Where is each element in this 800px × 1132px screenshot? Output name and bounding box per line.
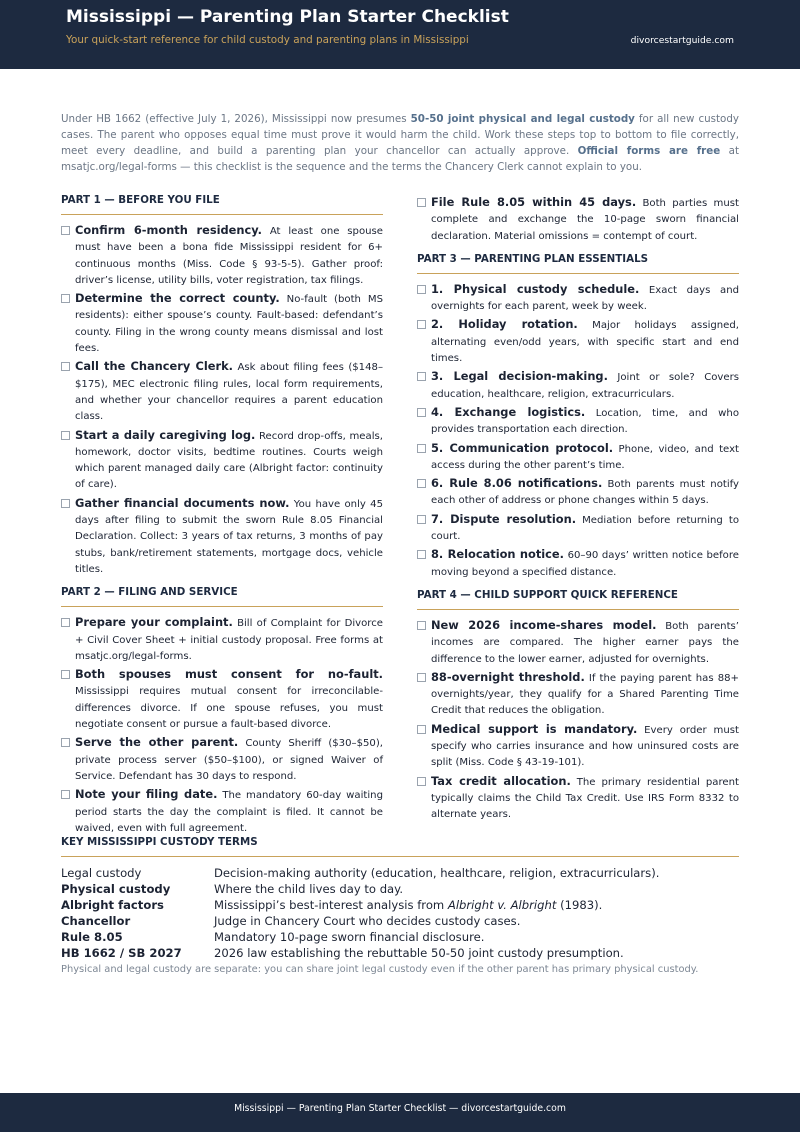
term-definition: Decision-making authority (education, healthcare, religion, extracurriculars). <box>214 866 660 880</box>
checklist-item <box>417 475 739 510</box>
checklist-item <box>61 358 383 425</box>
item-text: Mediation before returning to court. <box>431 514 739 543</box>
checkbox[interactable] <box>417 673 426 682</box>
checkbox[interactable] <box>61 294 70 303</box>
checklist-item <box>61 222 383 289</box>
page-footer <box>0 1093 800 1132</box>
custody-terms <box>61 836 739 978</box>
checkbox[interactable] <box>61 431 70 440</box>
term-row <box>61 913 739 929</box>
item-lead: Serve the other parent. <box>75 735 239 750</box>
item-lead: Call the Chancery Clerk. <box>75 359 234 374</box>
intro-text-1: Under HB 1662 (effective July 1, 2026), Mississippi now presumes <box>61 113 411 125</box>
intro-highlight-1: 50-50 joint physical and legal custody <box>410 113 635 125</box>
checklist-item <box>417 404 739 439</box>
checkbox[interactable] <box>417 444 426 453</box>
checkbox[interactable] <box>417 550 426 559</box>
item-text: Both parents must notify each other of address or phone changes within 5 days. <box>431 479 739 507</box>
item-lead: 3. Legal decision-making. <box>431 369 608 384</box>
item-text: Both parties must complete and exchange the 10-page sworn financial declaration. Material omissions = contempt of court. <box>431 198 739 242</box>
checkbox[interactable] <box>417 320 426 329</box>
checkbox[interactable] <box>61 362 70 371</box>
checkbox[interactable] <box>61 790 70 799</box>
right-column <box>417 194 739 825</box>
item-lead: Prepare your complaint. <box>75 615 233 630</box>
item-lead: Both spouses must consent for no-fault. <box>75 667 383 682</box>
checklist-item <box>417 669 739 720</box>
item-lead: Gather financial documents now. <box>75 495 290 510</box>
checkbox[interactable] <box>417 285 426 294</box>
checkbox[interactable] <box>417 408 426 417</box>
checkbox[interactable] <box>417 515 426 524</box>
term-row <box>61 897 739 913</box>
term-name: HB 1662 / SB 2027 <box>61 946 182 961</box>
item-lead: Medical support is mandatory. <box>431 721 638 736</box>
term-row <box>61 945 739 961</box>
checkbox[interactable] <box>61 738 70 747</box>
term-name: Rule 8.05 <box>61 930 123 945</box>
item-text: Joint or sole? Covers education, healthcare, religion, extracurriculars. <box>431 372 740 400</box>
part2-title: PART 2 — FILING AND SERVICE <box>61 586 383 607</box>
checklist-item <box>61 614 383 665</box>
item-text: Mississippi requires mutual consent for irreconcilable-differences divorce. If one spouse refuses, you must negotiate consent or pursue a fault-based divorce. <box>75 686 383 731</box>
term-definition: Where the child lives day to day. <box>214 882 404 897</box>
checkbox[interactable] <box>417 198 426 207</box>
checklist-item <box>417 511 739 546</box>
checklist-item <box>61 290 383 357</box>
checklist-item <box>417 316 739 367</box>
item-lead: New 2026 income-shares model. <box>431 617 657 632</box>
item-text: At least one spouse must have been a bona fide Mississippi resident for 6+ continuous months (Miss. Code § 93-5-5). Gather proof: driver’s license, utility bills, voter registration, tax filings. <box>75 226 383 286</box>
checkbox[interactable] <box>417 372 426 381</box>
item-text: Phone, video, and text access during the other parent’s time. <box>431 443 739 471</box>
page-title: Mississippi — Parenting Plan Starter Checklist <box>66 7 509 27</box>
checkbox[interactable] <box>61 670 70 679</box>
item-lead: 1. Physical custody schedule. <box>431 281 640 296</box>
part4-title: PART 4 — CHILD SUPPORT QUICK REFERENCE <box>417 589 739 610</box>
checklist-item <box>61 427 383 494</box>
checklist-item <box>417 617 739 668</box>
checklist-item <box>417 194 739 245</box>
footer-text: Mississippi — Parenting Plan Starter Checklist — divorcestartguide.com <box>234 1103 566 1114</box>
item-text: County Sheriff ($30–$50), private process server ($50–$100), or signed Waiver of Service. Defendant has 30 days to respond. <box>75 738 383 782</box>
checklist-item <box>61 495 383 578</box>
terms-note: Physical and legal custody are separate: you can share joint legal custody even if the other parent has primary physical custody. <box>61 963 699 975</box>
item-text: Every order must specify who carries insurance and how uninsured costs are split (Miss. Code § 43-19-101). <box>431 724 739 769</box>
checkbox[interactable] <box>417 777 426 786</box>
item-lead: 6. Rule 8.06 notifications. <box>431 476 603 491</box>
item-lead: 5. Communication protocol. <box>431 440 614 455</box>
intro-text-2: for all new custody cases. The parent who opposes equal time must prove it would harm the child. Work these steps top to bottom to file correctly, meet every deadline, and build a parenting plan your chancellor can actually approve. <box>61 113 739 157</box>
checkbox[interactable] <box>417 621 426 630</box>
term-name: Chancellor <box>61 914 131 929</box>
item-text: 60–90 days’ written notice before moving beyond a specified distance. <box>431 550 739 578</box>
item-text: Major holidays assigned, alternating even/odd years, with specific start and end times. <box>431 320 740 365</box>
item-text: Both parents’ incomes are compared. The higher earner pays the difference to the lower earner, adjusted for overnights. <box>431 620 739 665</box>
site-name: divorcestartguide.com <box>630 35 734 46</box>
term-name: Legal custody <box>61 866 142 880</box>
checkbox[interactable] <box>61 618 70 627</box>
checklist-item <box>417 773 739 824</box>
term-definition: Mississippi’s best-interest analysis from Albright v. Albright (1983). <box>214 898 603 913</box>
item-lead: 8. Relocation notice. <box>431 547 564 562</box>
term-row <box>61 929 739 945</box>
item-text: If the paying parent has 88+ overnights/year, they qualify for a Shared Parenting Time Credit that reduces the obligation. <box>431 672 740 717</box>
term-definition: Mandatory 10-page sworn financial disclosure. <box>214 930 485 945</box>
checkbox[interactable] <box>61 499 70 508</box>
checklist-item <box>417 546 739 581</box>
checklist-item <box>61 786 383 837</box>
page-header <box>0 0 800 69</box>
term-name: Albright factors <box>61 898 164 913</box>
term-row <box>61 865 739 881</box>
terms-title: KEY MISSISSIPPI CUSTODY TERMS <box>61 836 739 857</box>
checklist-item <box>417 440 739 475</box>
checklist-item <box>417 281 739 316</box>
checkbox[interactable] <box>61 226 70 235</box>
item-lead: Tax credit allocation. <box>431 773 571 788</box>
page-subtitle: Your quick-start reference for child custody and parenting plans in Mississippi <box>66 34 469 46</box>
item-lead: 7. Dispute resolution. <box>431 511 577 526</box>
intro-highlight-2: Official forms are free <box>577 145 721 157</box>
item-text: Bill of Complaint for Divorce + Civil Cover Sheet + initial custody proposal. Free forms at msatjc.org/legal-forms. <box>75 618 383 662</box>
item-lead: Note your filing date. <box>75 787 218 802</box>
left-column <box>61 194 383 838</box>
item-text: You have only 45 days after filing to submit the sworn Rule 8.05 Financial Declaration. Collect: 3 years of tax returns, 3 months of pay stubs, bank/retirement statements, mortgage docs, vehicle titles. <box>75 498 383 575</box>
item-lead: 2. Holiday rotation. <box>431 317 578 332</box>
checklist-item <box>61 666 383 733</box>
item-text: The primary residential parent typically claims the Child Tax Credit. Use IRS Form 8332 to alternate years. <box>431 776 739 821</box>
intro-paragraph <box>61 111 739 175</box>
checkbox[interactable] <box>417 725 426 734</box>
item-text: Ask about filing fees ($148–$175), MEC electronic filing rules, local form requirements, and whether your chancellor requires a parent education class. <box>75 362 383 423</box>
checklist-item <box>61 734 383 785</box>
item-lead: Start a daily caregiving log. <box>75 427 256 442</box>
intro-text-3: at msatjc.org/legal-forms — this checklist is the sequence and the terms the Chancery Clerk cannot explain to you. <box>61 145 739 173</box>
item-text: No-fault (both MS residents): either spouse’s county. Fault-based: defendant’s county. Filing in the wrong county means dismissal and lost fees. <box>75 294 384 355</box>
checklist-item <box>417 721 739 772</box>
part1-title: PART 1 — BEFORE YOU FILE <box>61 194 383 215</box>
item-text: Exact days and overnights for each parent, week by week. <box>431 284 739 313</box>
item-lead: File Rule 8.05 within 45 days. <box>431 195 637 209</box>
checkbox[interactable] <box>417 479 426 488</box>
item-lead: Confirm 6-month residency. <box>75 223 262 237</box>
term-definition: 2026 law establishing the rebuttable 50-50 joint custody presumption. <box>214 946 624 961</box>
item-lead: Determine the correct county. <box>75 291 280 306</box>
term-row <box>61 881 739 897</box>
part3-title: PART 3 — PARENTING PLAN ESSENTIALS <box>417 253 739 274</box>
term-definition: Judge in Chancery Court who decides custody cases. <box>214 914 521 929</box>
item-lead: 4. Exchange logistics. <box>431 404 586 419</box>
term-name: Physical custody <box>61 882 171 897</box>
checklist-item <box>417 368 739 403</box>
item-text: Record drop-offs, meals, homework, doctor visits, bedtime routines. Courts weigh which parent managed daily care (Albright factor: continuity of care). <box>75 430 383 491</box>
item-text: The mandatory 60-day waiting period starts the day the complaint is filed. It cannot be waived, even with full agreement. <box>75 790 383 834</box>
item-lead: 88-overnight threshold. <box>431 669 585 684</box>
item-text: Location, time, and who provides transportation each direction. <box>431 407 739 436</box>
